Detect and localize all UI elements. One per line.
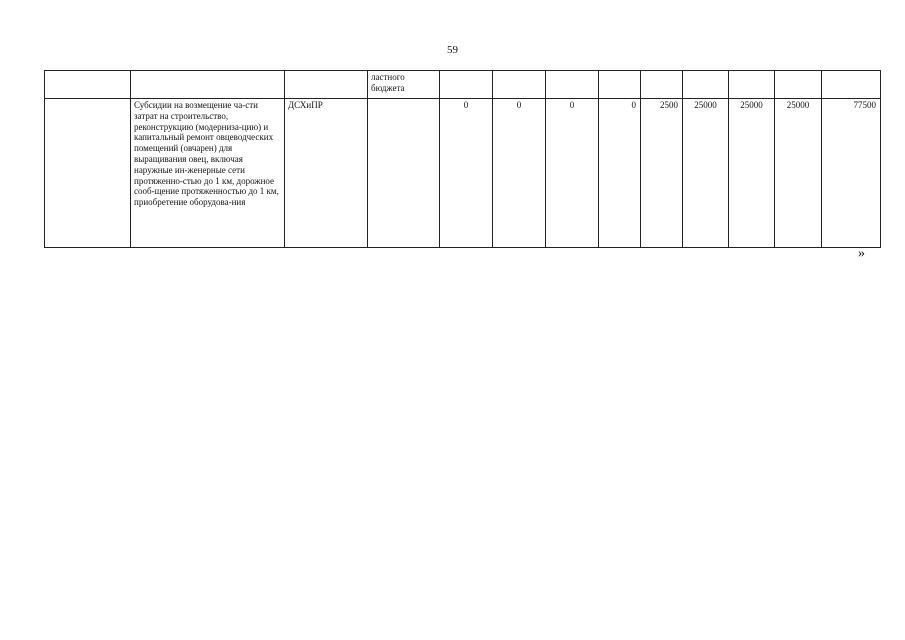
table-cell bbox=[493, 71, 546, 99]
table-cell bbox=[599, 71, 641, 99]
table-cell bbox=[683, 71, 729, 99]
executor-cell: ДСХиПР bbox=[285, 99, 368, 248]
program-table bbox=[44, 70, 881, 248]
table-cell bbox=[45, 71, 131, 99]
table-cell bbox=[546, 71, 599, 99]
measure-description-cell: Субсидии на возмещение ча-сти затрат на строительство, реконструкцию (модерниза-цию) и капитальный ремонт овцеводческих помещений (овчарен) для выращивания овец, включая наружные ин-женерные сети протяженно-стью до 1 км, дорожное сооб-щение протяженностью до 1 км, приобретение оборудова-ния bbox=[131, 99, 285, 248]
value-cell: 0 bbox=[493, 99, 546, 248]
table-cell bbox=[822, 71, 881, 99]
value-cell: 25000 bbox=[683, 99, 729, 248]
table-cell bbox=[45, 99, 131, 248]
value-cell: 25000 bbox=[729, 99, 775, 248]
value-cell: 0 bbox=[599, 99, 641, 248]
table-cell bbox=[285, 71, 368, 99]
table-row-continuation bbox=[45, 71, 881, 99]
table-cell bbox=[729, 71, 775, 99]
table-cell bbox=[775, 71, 822, 99]
value-cell: 0 bbox=[546, 99, 599, 248]
closing-quote: » bbox=[858, 246, 865, 261]
table-cell bbox=[131, 71, 285, 99]
funding-source-cell: ластного бюджета bbox=[368, 71, 440, 99]
value-cell: 25000 bbox=[775, 99, 822, 248]
total-value-cell: 77500 bbox=[822, 99, 881, 248]
value-cell: 2500 bbox=[641, 99, 683, 248]
table-cell bbox=[641, 71, 683, 99]
value-cell: 0 bbox=[440, 99, 493, 248]
table-cell bbox=[440, 71, 493, 99]
funding-source-cell bbox=[368, 99, 440, 248]
table-row-subsidy bbox=[45, 99, 881, 248]
page-number: 59 bbox=[447, 44, 458, 56]
